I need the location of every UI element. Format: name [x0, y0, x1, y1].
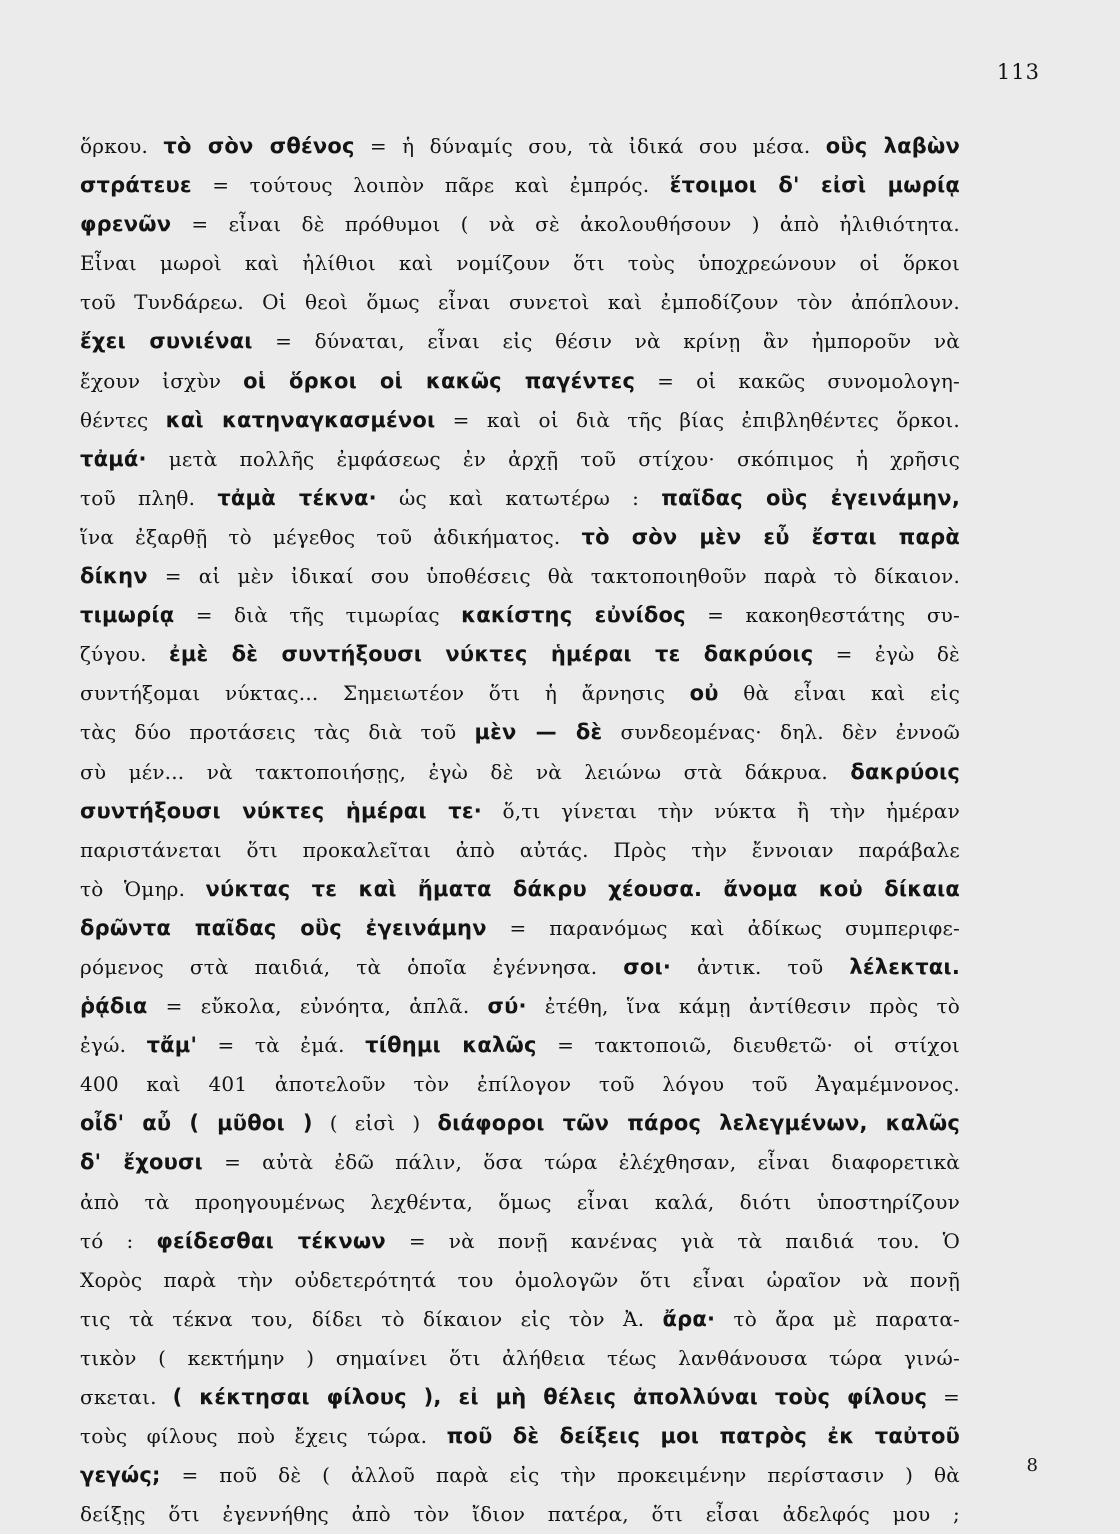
text-line — [80, 518, 960, 557]
bold-phrase: κακίστης εὐνίδος — [461, 603, 686, 628]
text-line — [80, 557, 960, 596]
bold-phrase: τίθημι καλῶς — [365, 1033, 537, 1058]
text-run: = αἱ μὲν ἰδικαί σου ὑποθέσεις θὰ τακτοποιηθοῦν παρὰ τὸ δίκαιον. — [147, 564, 960, 589]
text-run: τοῦ Τυνδάρεω. Οἱ θεοὶ ὅμως εἶναι συνετοὶ καὶ ἐμποδίζουν τὸν ἀπόπλουν. — [80, 290, 960, 315]
bold-phrase: σοι· — [623, 954, 672, 979]
text-line — [80, 1417, 960, 1456]
text-run: = τακτοποιῶ, διευθετῶ· οἱ στίχοι — [536, 1033, 960, 1058]
text-run: = ἡ δύναμίς σου, τὰ ἰδικά σου μέσα. — [354, 134, 826, 158]
text-line — [80, 596, 960, 635]
bold-phrase: καὶ κατηναγκασμένοι — [165, 407, 436, 432]
text-run: Χορὸς παρὰ τὴν οὐδετερότητά του ὁμολογῶν ὅτι εἶναι ὡραῖον νὰ πονῇ — [80, 1267, 960, 1292]
text-line — [80, 870, 960, 909]
text-line — [80, 166, 960, 205]
bold-phrase: τἄμ' — [146, 1033, 198, 1058]
text-run: ἀπὸ τὰ προηγουμένως λεχθέντα, ὅμως εἶναι καλά, διότι ὑποστηρίζουν — [80, 1189, 960, 1214]
text-run: δείξῃς ὅτι ἐγεννήθης ἀπὸ τὸν ἴδιον πατέρα, ὅτι εἶσαι ἀδελφός μου ; — [80, 1502, 960, 1527]
text-line — [80, 283, 960, 322]
bold-phrase: ἐμὲ δὲ συντήξουσι νύκτες ἡμέραι τε δακρύοις — [169, 642, 814, 667]
text-run: μετὰ πολλῆς ἐμφάσεως ἐν ἀρχῇ τοῦ στίχου· σκόπιμος ἡ χρῆσις — [146, 446, 960, 471]
bold-phrase: οἱ ὅρκοι οἱ κακῶς παγέντες — [243, 368, 636, 393]
text-run: τὰς δύο προτάσεις τὰς διὰ τοῦ — [80, 720, 475, 745]
text-run: = διὰ τῆς τιμωρίας — [174, 603, 462, 628]
text-line — [80, 831, 960, 870]
text-run: τικὸν ( κεκτήμην ) σημαίνει ὅτι ἀλήθεια τέως λανθάνουσα τώρα γινώ- — [80, 1345, 960, 1370]
bold-phrase: σύ· — [487, 994, 527, 1019]
text-run: συντήξομαι νύκτας... Σημειωτέον ὅτι ἡ ἄρνησις — [80, 681, 690, 706]
text-line — [80, 1300, 960, 1339]
text-line — [80, 635, 960, 674]
text-run: = δύναται, εἶναι εἰς θέσιν νὰ κρίνῃ ἂν ἠμποροῦν νὰ — [252, 329, 960, 354]
bold-phrase: τὸ σὸν σθένος — [163, 134, 355, 158]
text-run: = — [927, 1385, 961, 1409]
text-run: ζύγου. — [80, 642, 169, 667]
bold-phrase: ῥᾴδια — [80, 994, 148, 1019]
bold-phrase: διάφοροι τῶν πάρος λελεγμένων, καλῶς — [437, 1111, 960, 1136]
footer-signature-mark: 8 — [1026, 1455, 1038, 1476]
text-line — [80, 1183, 960, 1222]
bold-phrase: νύκτας τε καὶ ἤματα δάκρυ χέουσα. ἄνομα κοὐ δίκαια — [205, 876, 960, 901]
text-line — [80, 1104, 960, 1143]
bold-phrase: ( κέκτησαι φίλους ), εἰ μὴ θέλεις ἀπολλύναι τοὺς φίλους — [172, 1385, 928, 1409]
text-run: ἔχουν ἰσχὺν — [80, 368, 244, 393]
text-run: τὸ ἄρα μὲ παρατα- — [715, 1306, 960, 1331]
bold-phrase: φείδεσθαι τέκνων — [156, 1228, 386, 1253]
text-run: ἀντικ. τοῦ — [671, 954, 850, 979]
text-line — [80, 1065, 960, 1104]
bold-phrase: δ' ἔχουσι — [80, 1150, 203, 1175]
text-line — [80, 1495, 960, 1534]
text-run: σὺ μέν... νὰ τακτοποιήσῃς, ἐγὼ δὲ νὰ λειώνω στὰ δάκρυα. — [80, 759, 851, 784]
bold-phrase: παῖδας οὓς ἐγεινάμην, — [661, 485, 960, 510]
bold-phrase: τιμωρίᾳ — [80, 603, 175, 628]
text-line — [80, 244, 960, 283]
text-run: τὸ Ὁμηρ. — [80, 876, 206, 901]
text-line — [80, 792, 960, 831]
text-line — [80, 753, 960, 792]
bold-phrase: γεγώς; — [80, 1463, 161, 1488]
bold-phrase: δίκην — [80, 564, 148, 589]
text-run: ὅρκου. — [80, 134, 164, 158]
text-run: ἐτέθη, ἵνα κάμῃ ἀντίθεσιν πρὸς τὸ — [526, 994, 960, 1019]
bold-phrase: ποῦ δὲ δείξεις μοι πατρὸς ἐκ ταὐτοῦ — [446, 1424, 960, 1449]
text-line — [80, 1143, 960, 1182]
text-run: τις τὰ τέκνα του, δίδει τὸ δίκαιον εἰς τὸν Ἀ. — [80, 1306, 663, 1331]
text-line — [80, 127, 960, 166]
bold-phrase: δακρύοις — [850, 759, 960, 784]
bold-phrase: οὓς λαβὼν — [825, 134, 960, 158]
text-run: συνδεομένας· δηλ. δὲν ἐννοῶ — [602, 720, 960, 745]
bold-phrase: μὲν — δὲ — [474, 720, 603, 745]
bold-phrase: ἕτοιμοι δ' εἰσὶ μωρίᾳ — [669, 173, 960, 198]
text-run: τό : — [80, 1228, 157, 1253]
text-run: = παρανόμως καὶ ἀδίκως συμπεριφε- — [486, 915, 961, 940]
text-run: = ποῦ δὲ ( ἀλλοῦ παρὰ εἰς τὴν προκειμένην περίστασιν ) θὰ — [160, 1463, 960, 1488]
bold-phrase: στράτευε — [80, 173, 192, 198]
text-line — [80, 987, 960, 1026]
text-run: ὡς καὶ κατωτέρω : — [376, 485, 662, 510]
text-line — [80, 1378, 960, 1417]
text-run: = αὐτὰ ἐδῶ πάλιν, ὅσα τώρα ἐλέχθησαν, εἶναι διαφορετικὰ — [202, 1150, 960, 1175]
bold-phrase: τὸ σὸν μὲν εὖ ἔσται παρὰ — [581, 524, 960, 549]
text-run: θὰ εἶναι καὶ εἰς — [718, 681, 960, 706]
text-line — [80, 674, 960, 713]
text-line — [80, 205, 960, 244]
text-run: ἐγώ. — [80, 1033, 147, 1058]
text-run: ρόμενος στὰ παιδιά, τὰ ὁποῖα ἐγέννησα. — [80, 954, 624, 979]
text-run: τοῦ πληθ. — [80, 485, 218, 510]
text-run: = καὶ οἱ διὰ τῆς βίας ἐπιβληθέντες ὅρκοι. — [435, 407, 960, 432]
text-run: = οἱ κακῶς συνομολογη- — [635, 368, 960, 393]
bold-phrase: οὐ — [689, 681, 719, 706]
text-line — [80, 713, 960, 752]
bold-phrase: λέλεκται. — [849, 954, 960, 979]
text-run: = ἐγὼ δὲ — [813, 642, 960, 667]
text-line — [80, 909, 960, 948]
bold-phrase: ἔχει συνιέναι — [80, 329, 253, 354]
text-run: σκεται. — [80, 1385, 173, 1409]
text-run: 400 καὶ 401 ἀποτελοῦν τὸν ἐπίλογον τοῦ λόγου τοῦ Ἀγαμέμνονος. — [80, 1072, 960, 1097]
text-line — [80, 401, 960, 440]
page-number: 113 — [996, 60, 1040, 84]
text-run: = εὔκολα, εὐνόητα, ἁπλᾶ. — [147, 994, 488, 1019]
bold-phrase: φρενῶν — [80, 212, 172, 237]
bold-phrase: τἀμὰ τέκνα· — [217, 485, 377, 510]
text-line — [80, 1339, 960, 1378]
text-line — [80, 440, 960, 479]
text-run: ὅ,τι γίνεται τὴν νύκτα ἢ τὴν ἡμέραν — [481, 798, 960, 823]
text-run: = κακοηθεστάτης συ- — [685, 603, 960, 628]
text-line — [80, 479, 960, 518]
bold-phrase: οἶδ' αὖ ( μῦθοι ) — [80, 1111, 313, 1136]
text-run: τοὺς φίλους ποὺ ἔχεις τώρα. — [80, 1424, 447, 1449]
text-line — [80, 1026, 960, 1065]
text-line — [80, 1222, 960, 1261]
text-line — [80, 1261, 960, 1300]
bold-phrase: ἄρα· — [662, 1306, 716, 1331]
bold-phrase: συντήξουσι νύκτες ἡμέραι τε· — [80, 798, 482, 823]
text-run: = εἶναι δὲ πρόθυμοι ( νὰ σὲ ἀκολουθήσουν ) ἀπὸ ἠλιθιότητα. — [171, 212, 960, 237]
text-line — [80, 322, 960, 361]
text-run: θέντες — [80, 407, 166, 432]
text-run: = νὰ πονῇ κανένας γιὰ τὰ παιδιά του. Ὁ — [385, 1228, 960, 1253]
text-line — [80, 362, 960, 401]
text-run: παριστάνεται ὅτι προκαλεῖται ἀπὸ αὐτάς. Πρὸς τὴν ἔννοιαν παράβαλε — [80, 837, 960, 862]
text-run: = τὰ ἐμά. — [197, 1033, 366, 1058]
text-run: ἵνα ἐξαρθῇ τὸ μέγεθος τοῦ ἀδικήματος. — [80, 524, 582, 549]
bold-phrase: δρῶντα παῖδας οὓς ἐγεινάμην — [80, 915, 487, 940]
text-line — [80, 948, 960, 987]
text-run: ( εἰσὶ ) — [312, 1111, 438, 1136]
body-text — [80, 127, 960, 1534]
bold-phrase: τἀμά· — [80, 446, 147, 471]
text-run: Εἶναι μωροὶ καὶ ἠλίθιοι καὶ νομίζουν ὅτι τοὺς ὑποχρεώνουν οἱ ὅρκοι — [80, 251, 960, 276]
text-run: = τούτους λοιπὸν πᾶρε καὶ ἐμπρός. — [191, 173, 670, 198]
text-line — [80, 1456, 960, 1495]
